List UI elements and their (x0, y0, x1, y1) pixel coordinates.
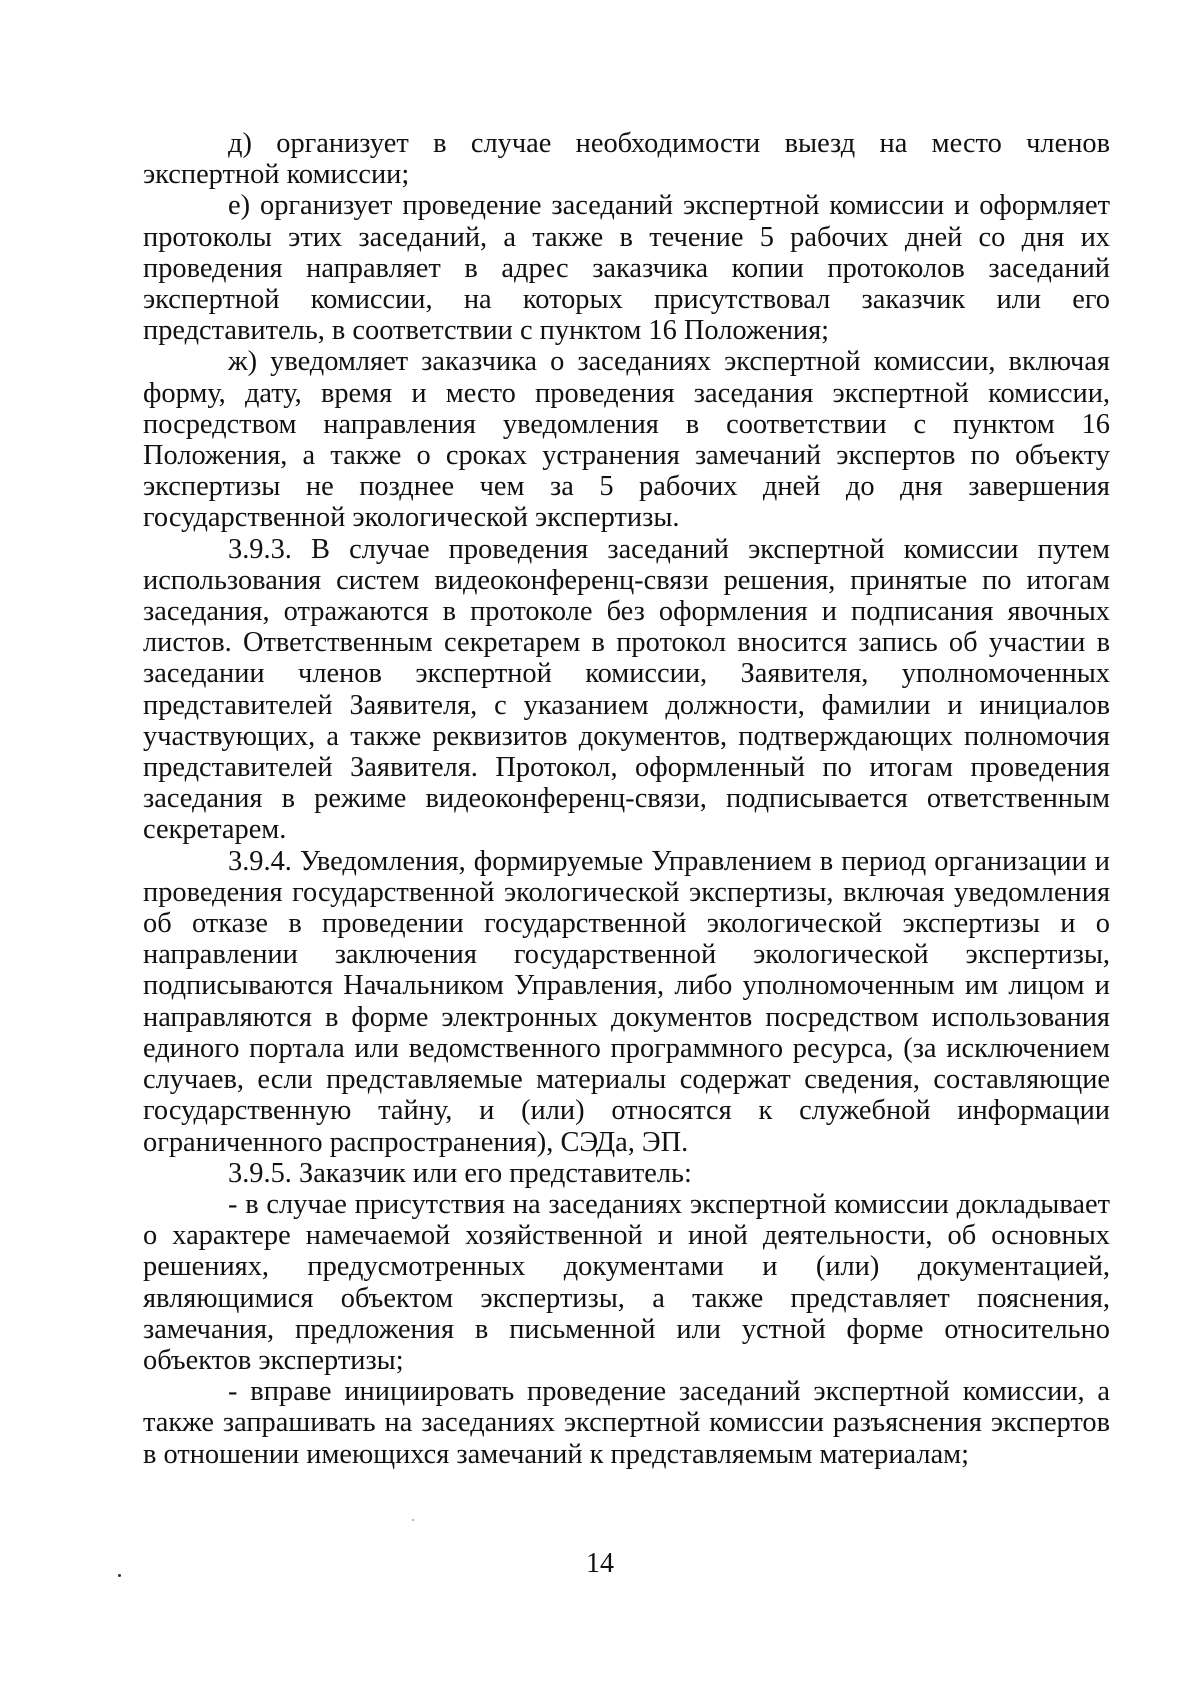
scan-speck (412, 1519, 414, 1521)
paragraph-d: д) организует в случае необходимости выезд на место членов экспертной комиссии; (143, 128, 1110, 191)
paragraph-zh: ж) уведомляет заказчика о заседаниях экспертной комиссии, включая форму, дату, время и место проведения заседания экспертной комиссии, посредством направления уведомления в соответствии с пунктом 16 Положения, а также о сроках устранения замечаний экспертов по объекту экспертизы не позднее чем за 5 рабочих дней до дня завершения государственной экологической экспертизы. (143, 346, 1110, 534)
paragraph-3-9-5: 3.9.5. Заказчик или его представитель: (228, 1157, 692, 1189)
page-number: 14 (586, 1548, 614, 1579)
paragraph-3-9-4: 3.9.4. Уведомления, формируемые Управлением в период организации и проведения государственной экологической экспертизы, включая уведомления об отказе в проведении государственной экологической экспертизы и о направлении заключения государственной экологической экспертизы, подписываются Начальником Управления, либо уполномоченным им лицом и направляются в форме электронных документов посредством использования единого портала или ведомственного программного ресурса, (за исключением случаев, если представляемые материалы содержат сведения, составляющие государственную тайну, и (или) относятся к служебной информации ограниченного распространения), СЭДа, ЭП. (143, 845, 1110, 1158)
list-item-initiate: - вправе инициировать проведение заседаний экспертной комиссии, а также запрашивать на заседаниях экспертной комиссии разъяснения экспертов в отношении имеющихся замечаний к представляемым материалам; (143, 1376, 1110, 1470)
list-item-report: - в случае присутствия на заседаниях экспертной комиссии докладывает о характере намечаемой хозяйственной и иной деятельности, об основных решениях, предусмотренных документами и (или) документацией, являющимися объектом экспертизы, а также представляет пояснения, замечания, предложения в письменной или устной форме относительно объектов экспертизы; (143, 1188, 1110, 1376)
scan-dot (118, 1574, 121, 1577)
paragraph-e: е) организует проведение заседаний экспертной комиссии и оформляет протоколы этих заседаний, а также в течение 5 рабочих дней со дня их проведения направляет в адрес заказчика копии протоколов заседаний экспертной комиссии, на которых присутствовал заказчик или его представитель, в соответствии с пунктом 16 Положения; (143, 190, 1110, 347)
paragraph-3-9-3: 3.9.3. В случае проведения заседаний экспертной комиссии путем использования систем видеоконференц-связи решения, принятые по итогам заседания, отражаются в протоколе без оформления и подписания явочных листов. Ответственным секретарем в протокол вносится запись об участии в заседании членов экспертной комиссии, Заявителя, уполномоченных представителей Заявителя, с указанием должности, фамилии и инициалов участвующих, а также реквизитов документов, подтверждающих полномочия представителей Заявителя. Протокол, оформленный по итогам проведения заседания в режиме видеоконференц-связи, подписывается ответственным секретарем. (143, 533, 1110, 846)
document-body (143, 128, 1110, 1470)
